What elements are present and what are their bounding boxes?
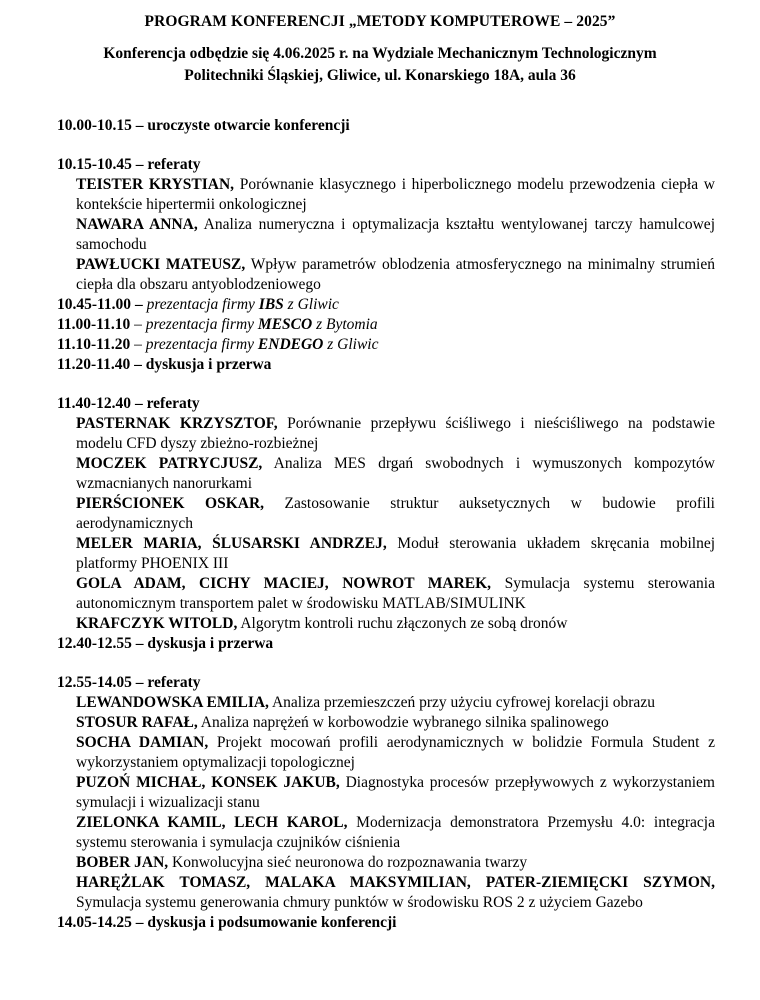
- talk-entry: [76, 534, 715, 574]
- talk-entry: [76, 614, 715, 634]
- talk-title: Symulacja systemu generowania chmury punktów w środowisku ROS 2 z użyciem Gazebo: [76, 894, 643, 911]
- talk-entry: [76, 733, 715, 773]
- talk-authors: GOLA ADAM, CICHY MACIEJ, NOWROT MAREK,: [76, 575, 492, 592]
- talk-authors: PAWŁUCKI MATEUSZ,: [76, 256, 246, 273]
- slot-dash: –: [131, 395, 147, 412]
- talk-title: Symulacja systemu sterowania autonomicznym transportem palet w środowisku MATLAB/SIMULINK: [76, 575, 715, 612]
- talk-entry: [76, 813, 715, 853]
- talk-entry: [76, 494, 715, 534]
- talk-entry: [76, 773, 715, 813]
- slot-time: 10.15-10.45: [57, 156, 132, 173]
- slot-time: 11.10-11.20: [57, 336, 131, 353]
- document-title: PROGRAM KONFERENCJI „METODY KOMPUTEROWE – 2025”: [144, 13, 616, 30]
- schedule-slot-presentation: [57, 315, 715, 335]
- slot-dash: –: [131, 635, 148, 652]
- slot-label: dyskusja i przerwa: [147, 635, 274, 652]
- talk-authors: ZIELONKA KAMIL, LECH KAROL,: [76, 814, 348, 831]
- talk-entry: [76, 574, 715, 614]
- program-schedule: [57, 116, 715, 933]
- subtitle-line-2: Politechniki Śląskiej, Gliwice, ul. Konarskiego 18A, aula 36: [184, 67, 576, 84]
- slot-time: 11.20-11.40: [57, 356, 131, 373]
- company-name: IBS: [258, 296, 284, 313]
- talk-title: Wpływ parametrów oblodzenia atmosferycznego na minimalny strumień ciepła dla obszaru antyoblodzeniowego: [76, 256, 715, 293]
- slot-dash: –: [131, 914, 148, 931]
- talk-title: Algorytm kontroli ruchu złączonych ze sobą dronów: [237, 615, 568, 632]
- talk-title: Analiza MES drgań swobodnych i wymuszonych kompozytów wzmacnianych nanorurkami: [76, 455, 715, 492]
- slot-label: dyskusja i przerwa: [145, 356, 272, 373]
- schedule-slot-break-1: [57, 355, 715, 375]
- presentation-text: prezentacja firmy: [145, 336, 258, 353]
- talk-title: Zastosowanie struktur auksetycznych w budowie profili aerodynamicznych: [76, 495, 715, 532]
- slot-dash: –: [131, 117, 148, 134]
- schedule-slot-session-1: [57, 155, 715, 175]
- talk-authors: BOBER JAN,: [76, 854, 169, 871]
- presentation-location: z Gliwic: [323, 336, 379, 353]
- slot-dash: –: [131, 674, 148, 691]
- talk-title: Projekt mocowań profili aerodynamicznych w bolidzie Formula Student z wykorzystaniem optymalizacji topologicznej: [76, 734, 716, 771]
- company-name: MESCO: [257, 316, 313, 333]
- slot-time: 14.05-14.25: [57, 914, 132, 931]
- talk-entry: [76, 693, 715, 713]
- talk-title: Analiza numeryczna i optymalizacja kształtu wentylowanej tarczy hamulcowej samochodu: [76, 216, 715, 253]
- schedule-slot-session-2: [57, 394, 715, 414]
- slot-label: referaty: [147, 156, 201, 173]
- talk-entry: [76, 873, 715, 913]
- slot-label: dyskusja i podsumowanie konferencji: [147, 914, 397, 931]
- talk-title: Analiza przemieszczeń przy użyciu cyfrowej korelacji obrazu: [268, 694, 655, 711]
- schedule-slot-session-3: [57, 673, 715, 693]
- talk-title: Porównanie przepływu ściśliwego i nieściśliwego na podstawie modelu CFD dyszy zbieżno-rozbieżnej: [76, 415, 715, 452]
- slot-time: 10.00-10.15: [57, 117, 132, 134]
- talk-entry: [76, 175, 715, 215]
- talk-authors: TEISTER KRYSTIAN,: [76, 176, 235, 193]
- slot-label: uroczyste otwarcie konferencji: [147, 117, 350, 134]
- presentation-location: z Bytomia: [312, 316, 378, 333]
- slot-label: referaty: [146, 395, 200, 412]
- slot-dash: –: [130, 316, 146, 333]
- slot-dash: –: [131, 296, 147, 313]
- talk-entry: [76, 853, 715, 873]
- schedule-slot-closing: [57, 913, 715, 933]
- talk-authors: KRAFCZYK WITOLD,: [76, 615, 238, 632]
- slot-time: 12.55-14.05: [57, 674, 132, 691]
- talk-authors: NAWARA ANNA,: [76, 216, 198, 233]
- talk-authors: HARĘŻLAK TOMASZ, MALAKA MAKSYMILIAN, PATER-ZIEMIĘCKI SZYMON,: [76, 874, 715, 891]
- talk-authors: MELER MARIA, ŚLUSARSKI ANDRZEJ,: [76, 535, 387, 552]
- talk-authors: STOSUR RAFAŁ,: [76, 714, 198, 731]
- schedule-slot-presentation: [57, 335, 715, 355]
- subtitle-line-1: Konferencja odbędzie się 4.06.2025 r. na Wydziale Mechanicznym Technologicznym: [103, 45, 657, 62]
- talk-entry: [76, 713, 715, 733]
- slot-dash: –: [130, 336, 146, 353]
- slot-time: 11.00-11.10: [57, 316, 131, 333]
- presentation-location: z Gliwic: [283, 296, 339, 313]
- talk-entry: [76, 255, 715, 295]
- slot-time: 10.45-11.00: [57, 296, 132, 313]
- slot-time: 12.40-12.55: [57, 635, 132, 652]
- talk-authors: PUZOŃ MICHAŁ, KONSEK JAKUB,: [76, 774, 340, 791]
- talk-authors: PASTERNAK KRZYSZTOF,: [76, 415, 278, 432]
- talk-entry: [76, 414, 715, 454]
- talk-entry: [76, 454, 715, 494]
- talk-title: Analiza naprężeń w korbowodzie wybranego silnika spalinowego: [197, 714, 609, 731]
- talk-title: Porównanie klasycznego i hiperbolicznego modelu przewodzenia ciepła w kontekście hipertermii onkologicznej: [76, 176, 715, 213]
- slot-dash: –: [131, 156, 148, 173]
- presentation-text: prezentacja firmy: [146, 296, 259, 313]
- slot-label: referaty: [147, 674, 201, 691]
- slot-dash: –: [130, 356, 146, 373]
- schedule-slot-break-2: [57, 634, 715, 654]
- presentation-text: prezentacja firmy: [145, 316, 258, 333]
- schedule-slot-presentation: [57, 295, 715, 315]
- talk-authors: MOCZEK PATRYCJUSZ,: [76, 455, 263, 472]
- schedule-slot-opening: [57, 116, 715, 136]
- talk-title: Modernizacja demonstratora Przemysłu 4.0: integracja systemu sterowania i symulacja czujników ciśnienia: [76, 814, 715, 851]
- talk-title: Moduł sterowania układem skręcania mobilnej platformy PHOENIX III: [76, 535, 716, 572]
- slot-time: 11.40-12.40: [57, 395, 132, 412]
- talk-authors: PIERŚCIONEK OSKAR,: [76, 495, 265, 512]
- talk-entry: [76, 215, 715, 255]
- document-subtitle: [0, 43, 760, 87]
- talk-authors: SOCHA DAMIAN,: [76, 734, 209, 751]
- talk-title: Konwolucyjna sieć neuronowa do rozpoznawania twarzy: [168, 854, 528, 871]
- talk-title: Diagnostyka procesów przepływowych z wykorzystaniem symulacji i wizualizacji stanu: [76, 774, 715, 811]
- company-name: ENDEGO: [257, 336, 324, 353]
- talk-authors: LEWANDOWSKA EMILIA,: [76, 694, 269, 711]
